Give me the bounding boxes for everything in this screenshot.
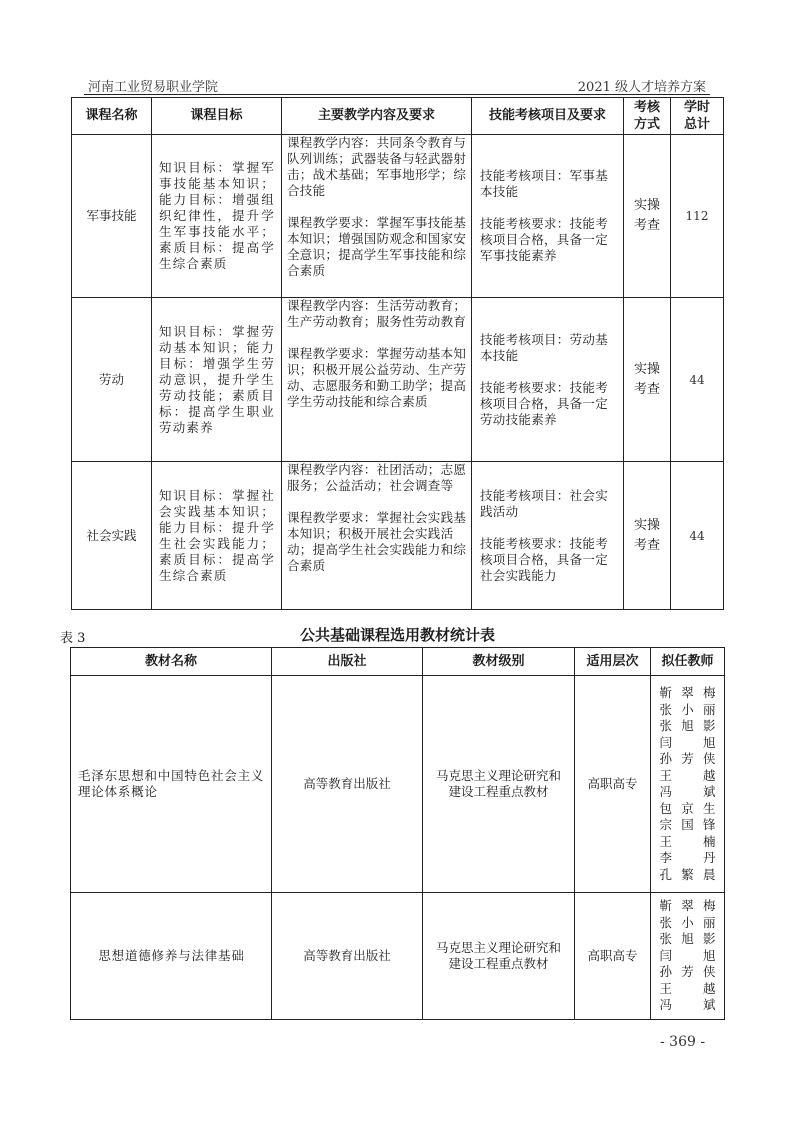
applicable-tier: 高职高专	[575, 893, 651, 1020]
skill-requirement: 技能考核要求：技能考核项目合格，具备一定社会实践能力	[480, 535, 609, 583]
mode-line2: 考查	[633, 218, 660, 233]
mode-line2: 考查	[633, 381, 660, 397]
course-goal: 知识目标：掌握劳动基本知识；能力目标：增强学生劳动意识，提升学生劳动技能；素质目标：提高学生职业劳动素养	[152, 298, 282, 462]
teacher-name: 张旭影	[659, 931, 716, 947]
assessment-mode	[624, 462, 671, 610]
teacher-list	[651, 676, 725, 893]
col-header-textbook-level: 教材级别	[423, 648, 575, 676]
col-header-hours	[671, 98, 724, 135]
teacher-name: 王 楠	[659, 833, 716, 849]
col-header-applicable-tier: 适用层次	[575, 648, 651, 676]
skill-item: 技能考核项目：军事基本技能	[480, 168, 609, 199]
teacher-name: 张小丽	[659, 914, 716, 930]
publisher: 高等教育出版社	[272, 676, 423, 893]
skill-requirement: 技能考核要求：技能考核项目合格，具备一定劳动技能素养	[480, 379, 609, 427]
teacher-name: 张旭影	[659, 718, 716, 733]
textbook-level: 马克思主义理论研究和建设工程重点教材	[423, 676, 575, 893]
table-row	[72, 462, 724, 610]
header-rule	[84, 94, 710, 95]
col-header-course-name: 课程名称	[72, 98, 152, 135]
course-content-cell	[282, 298, 472, 462]
course-requirement: 课程教学要求：掌握社会实践基本知识；积极开展社会实践活动；提高学生社会实践能力和综合素质	[287, 510, 467, 573]
table-header-row	[71, 648, 725, 676]
teacher-name: 靳翠梅	[659, 898, 716, 914]
course-name: 劳动	[72, 298, 152, 462]
teacher-name: 宗国锋	[659, 817, 716, 832]
table-label: 表 3	[60, 631, 86, 646]
teacher-name: 冯 斌	[659, 997, 716, 1013]
teacher-name: 包京生	[659, 800, 716, 816]
col-header-course-goal: 课程目标	[152, 98, 282, 135]
table-title: 公共基础课程选用教材统计表	[300, 626, 496, 644]
skill-cell	[472, 135, 624, 298]
course-content-cell	[282, 135, 472, 298]
table-row	[71, 893, 725, 1020]
course-content: 课程教学内容：共同条令教育与队列训练；武器装备与轻武器射击；战术基础；军事地形学；综合技能	[287, 135, 467, 198]
col-header-skill: 技能考核项目及要求	[472, 98, 624, 135]
table-header-row	[72, 98, 724, 135]
skill-requirement: 技能考核要求：技能考核项目合格，具备一定军事技能素养	[480, 216, 609, 263]
skill-cell	[472, 298, 624, 462]
publisher: 高等教育出版社	[272, 893, 423, 1020]
table-row	[72, 135, 724, 298]
col-header-teachers: 拟任教师	[651, 648, 725, 676]
course-name: 军事技能	[72, 135, 152, 298]
skill-item: 技能考核项目：社会实践活动	[480, 487, 609, 519]
total-hours: 44	[671, 462, 724, 610]
teacher-name: 张小丽	[659, 701, 716, 717]
skill-item: 技能考核项目：劳动基本技能	[480, 331, 609, 363]
col-header-textbook-name: 教材名称	[71, 648, 272, 676]
col-header-mode-line2: 方式	[633, 117, 660, 132]
course-requirement: 课程教学要求：掌握军事技能基本知识；增强国防观念和国家安全意识；提高学生军事技能和综合素质	[287, 215, 467, 278]
textbook-table	[70, 647, 725, 1020]
col-header-hours-line2: 总计	[683, 117, 710, 132]
teacher-name: 李 丹	[659, 850, 716, 865]
teacher-name: 闫 旭	[659, 734, 716, 750]
table-row	[72, 298, 724, 462]
course-goal: 知识目标：掌握军事技能基本知识；能力目标：增强组织纪律性，提升学生军事技能水平；素质目标：提高学生综合素质	[152, 135, 282, 298]
skill-cell	[472, 462, 624, 610]
mode-line1: 实操	[633, 361, 660, 377]
table-row	[71, 676, 725, 893]
teacher-name: 闫 旭	[659, 947, 716, 963]
col-header-assessment-mode	[624, 98, 671, 135]
textbook-name: 毛泽东思想和中国特色社会主义理论体系概论	[71, 676, 272, 893]
mode-line2: 考查	[633, 537, 660, 553]
running-header-school: 河南工业贸易职业学院	[88, 80, 219, 95]
teacher-name: 冯 斌	[659, 784, 716, 799]
col-header-content: 主要教学内容及要求	[282, 98, 472, 135]
mode-line1: 实操	[633, 198, 660, 213]
teacher-list	[651, 893, 725, 1020]
teacher-name: 孔繁晨	[659, 866, 716, 882]
mode-line1: 实操	[633, 517, 660, 533]
page-number: - 369 -	[660, 1034, 706, 1050]
course-content: 课程教学内容：生活劳动教育；生产劳动教育；服务性劳动教育	[287, 298, 467, 329]
assessment-mode	[624, 135, 671, 298]
teacher-name: 靳翠梅	[659, 685, 716, 700]
total-hours: 112	[671, 135, 724, 298]
teacher-name: 王 越	[659, 767, 716, 783]
col-header-mode-line1: 考核	[633, 100, 660, 115]
textbook-level: 马克思主义理论研究和建设工程重点教材	[423, 893, 575, 1020]
running-header-plan: 2021 级人才培养方案	[577, 80, 706, 95]
course-name: 社会实践	[72, 462, 152, 610]
course-content: 课程教学内容：社团活动；志愿服务；公益活动；社会调查等	[287, 462, 467, 493]
course-requirement: 课程教学要求：掌握劳动基本知识；积极开展公益劳动、生产劳动、志愿服务和勤工助学；提高学生劳动技能和综合素质	[287, 346, 467, 409]
course-content-cell	[282, 462, 472, 610]
course-table	[71, 97, 724, 610]
applicable-tier: 高职高专	[575, 676, 651, 893]
teacher-name: 王 越	[659, 980, 716, 996]
course-goal: 知识目标：掌握社会实践基本知识；能力目标：提升学生社会实践能力；素质目标：提高学生综合素质	[152, 462, 282, 610]
textbook-name: 思想道德修养与法律基础	[71, 893, 272, 1020]
teacher-name: 孙芳侠	[659, 751, 716, 766]
assessment-mode	[624, 298, 671, 462]
teacher-name: 孙芳侠	[659, 964, 716, 980]
total-hours: 44	[671, 298, 724, 462]
col-header-publisher: 出版社	[272, 648, 423, 676]
col-header-hours-line1: 学时	[683, 100, 710, 115]
